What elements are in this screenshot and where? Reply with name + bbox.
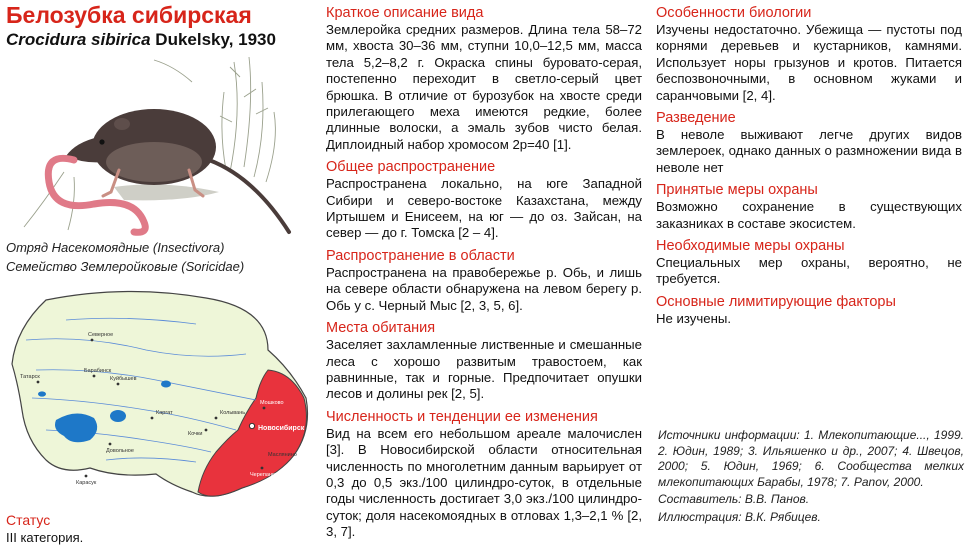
section-text-breeding: В неволе выживают легче других видов землероек, однако данных о размножении вида в неволе нет (656, 127, 962, 175)
map-label-maslyanino: Маслянино (268, 452, 297, 458)
map-label-kargat: Каргат (156, 410, 173, 416)
shrew-illustration (4, 52, 309, 237)
sources-text: Источники информации: 1. Млекопитающие..., 1999. 2. Юдин, 1989; 3. Ильяшенко и др., 2007; 4. Швецов, 2000; 5. Юдин, 1969; 6. Сообщества мелких млекопитающих Барабы, 1978; 7. Panov, 2000. (658, 428, 964, 489)
section-heading-measures-taken: Принятые меры охраны (656, 182, 818, 199)
map-label-moshkovo: Мошково (260, 400, 284, 406)
section-heading-biology: Особенности биологии (656, 5, 812, 21)
map-label-cherepanovo: Черепаново (250, 472, 281, 478)
section-text-population: Вид на всем его небольшом ареале малочислен [3]. В Новосибирской области относительная численность по многолетним данным варьирует от 0,3 до 0,5 экз./100 цилиндро-суток, в отдельные годы численность достигает 3,0 экз./100 цилиндро-суток; доля насекомоядных в отловах 1,3–2,1 % [2, 3, 7]. (326, 425, 642, 540)
map-label-severnoe: Северное (88, 332, 114, 338)
section-text-description: Землеройка средних размеров. Длина тела 58–72 мм, хвоста 30–36 мм, ступни 10,0–12,5 мм, масса тела 5,2–8,2 г. Окраска спины буровато-серая, постепенно переходит в светло-серый цвет брюшка. В отличие от бурозубок на хвосте среди прилегающего меха имеются редкие, более длинные волоски, а эмаль зубов чисто белая. Диплоидный набор хромосом 2р=40 [1]. (326, 22, 642, 152)
section-text-habitat: Заселяет захламленные лиственные и смешанные леса с хорошо развитым травостоем, как равнинные, так и горные. Предпочитает опушки лесов и долины рек [2, 5]. (326, 337, 642, 402)
section-heading-limiting-factors: Основные лимитирующие факторы (656, 293, 896, 310)
section-text-biology: Изучены недостаточно. Убежища — пустоты под корнями деревьев и кустарников, камнями. Использует норы грызунов и кротов. Питается беспозвоночными, в основном жуками и саранчовыми [2, 4]. (656, 22, 962, 103)
section-text-measures-taken: Возможно сохранение в существующих заказниках в составе экосистем. (656, 199, 962, 231)
map-label-kolyvan: Колывань (220, 410, 246, 416)
section-heading-region-range: Распространение в области (326, 247, 515, 264)
section-text-general-range: Распространена локально, на юге Западной Сибири и северо-востоке Казахстана, между Иртышем и Енисеем, на юг — до оз. Зайсан, на север — до г. Томска [2 – 4]. (326, 176, 642, 241)
section-heading-general-range: Общее распространение (326, 159, 496, 176)
taxon-family: Семейство Землеройковые (Soricidae) (6, 259, 245, 274)
section-text-limiting-factors: Не изучены. (656, 310, 732, 326)
status-value: III категория. (6, 530, 84, 545)
section-heading-measures-needed: Необходимые меры охраны (656, 238, 845, 255)
latin-binomial: Crocidura sibirica (6, 30, 151, 49)
section-heading-breeding: Разведение (656, 110, 736, 127)
text-column-left (326, 4, 642, 546)
page-title: Белозубка сибирская (6, 2, 252, 28)
sources-block (658, 428, 964, 528)
latin-name (6, 30, 276, 50)
map-label-barabinsk: Барабинск (84, 368, 112, 374)
illustration-credit: Иллюстрация: В.К. Рябицев. (658, 509, 821, 524)
map-label-kuibyshev: Куйбышев (110, 376, 137, 382)
taxon-order: Отряд Насекомоядные (Insectivora) (6, 240, 225, 255)
map-label-kochki: Кочки (188, 431, 203, 437)
map-label-dovolnoe: Довольное (106, 448, 134, 454)
map-label-tatarsk: Татарск (20, 374, 40, 380)
section-text-region-range: Распространена на правобережье р. Обь, и лишь на севере области обнаружена на левом берегу р. Обь у с. Черный Мыс [2, 3, 5, 6]. (326, 264, 642, 313)
status-heading: Статус (6, 512, 51, 528)
map-label-karasuk: Карасук (76, 480, 97, 486)
section-heading-habitat: Места обитания (326, 320, 436, 337)
region-map (6, 280, 316, 508)
compiler-credit: Составитель: В.В. Панов. (658, 492, 810, 507)
map-label-novosibirsk: Новосибирск (258, 425, 305, 432)
section-heading-description: Краткое описание вида (326, 5, 484, 21)
latin-author: Dukelsky, 1930 (155, 30, 276, 49)
section-text-measures-needed: Специальных мер охраны, вероятно, не требуется. (656, 255, 962, 287)
section-heading-population: Численность и тенденции ее изменения (326, 408, 598, 425)
text-column-right (656, 4, 962, 332)
